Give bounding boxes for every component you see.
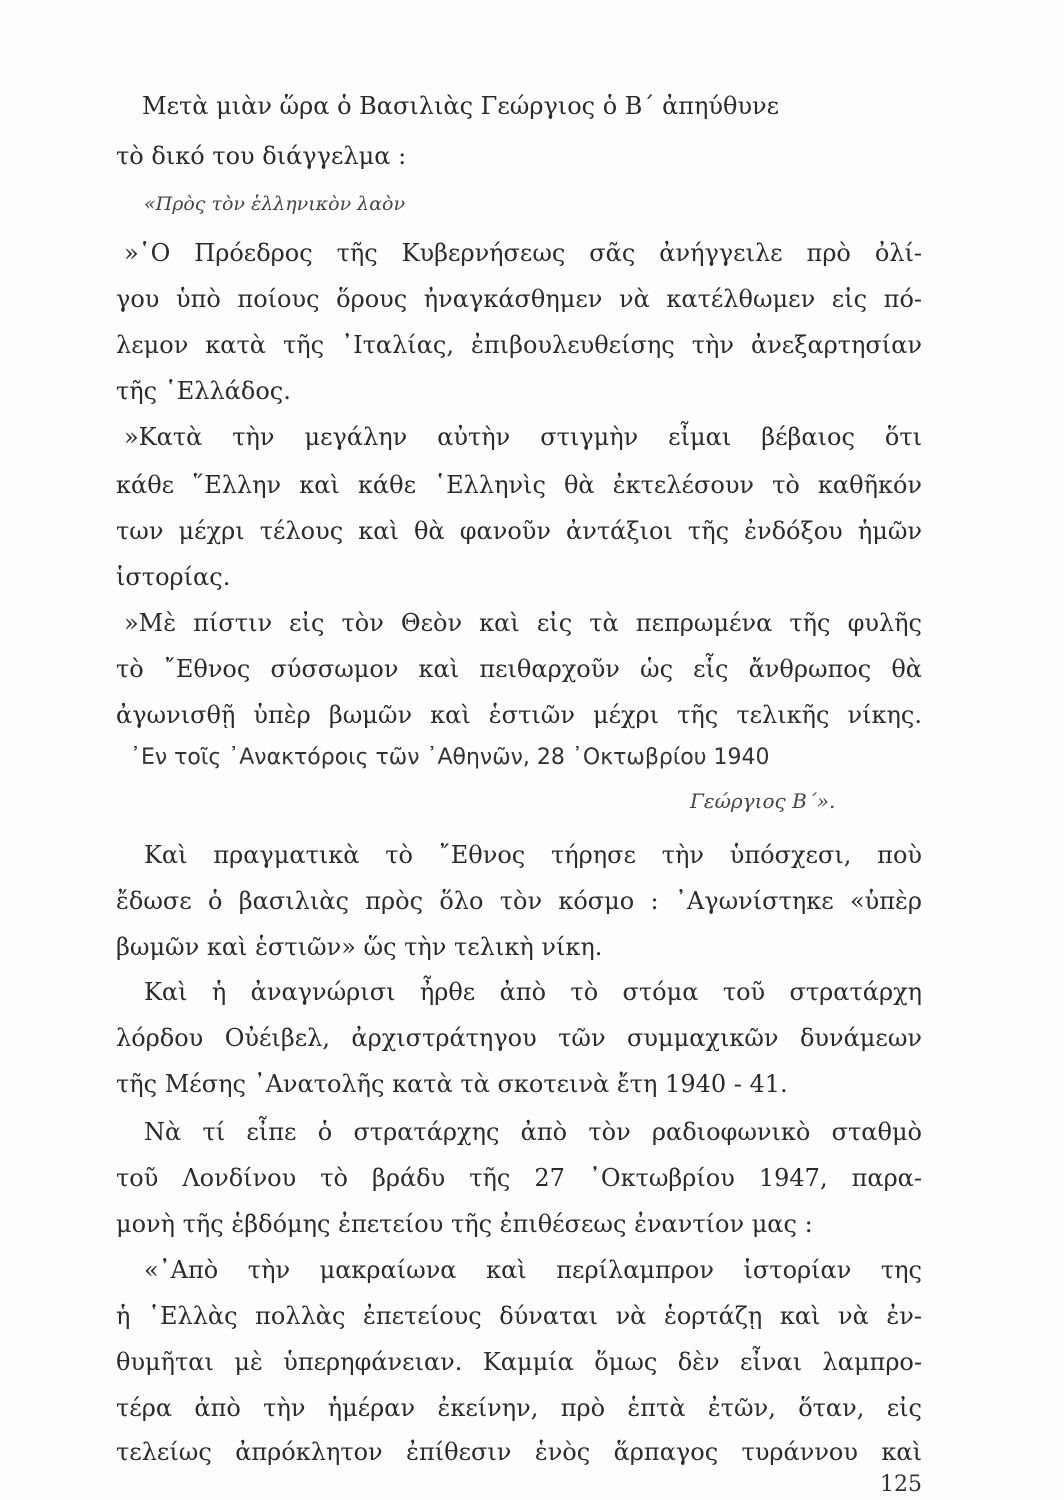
- text-line: Καὶ ἡ ἀναγνώρισι ἦρθε ἀπὸ τὸ στόμα τοῦ στρατάρχη: [144, 978, 922, 1006]
- text-line: τὸ ῎Εθνος σύσσωμον καὶ πειθαρχοῦν ὡς εἷς ἄνθρωπος θὰ: [116, 655, 922, 683]
- text-line: Μετὰ μιὰν ὥρα ὁ Βασιλιὰς Γεώργιος ὁ Β΄ ἀπηύθυνε: [142, 92, 780, 120]
- text-line: ἀγωνισθῇ ὑπὲρ βωμῶν καὶ ἑστιῶν μέχρι τῆς τελικῆς νίκης.: [116, 701, 922, 729]
- text-line: θυμῆται μὲ ὑπερηφάνειαν. Καμμία ὅμως δὲν εἶναι λαμπρο-: [116, 1348, 922, 1376]
- text-line: τῆς Μέσης ᾿Ανατολῆς κατὰ τὰ σκοτεινὰ ἔτη 1940 - 41.: [116, 1070, 788, 1098]
- text-line: τοῦ Λονδίνου τὸ βράδυ τῆς 27 ᾿Οκτωβρίου 1947, παρα-: [116, 1164, 922, 1192]
- proclamation-heading: «Πρὸς τὸν ἑλληνικὸν λαὸν: [144, 193, 406, 215]
- text-line: των μέχρι τέλους καὶ θὰ φανοῦν ἀντάξιοι τῆς ἐνδόξου ἡμῶν: [116, 517, 922, 545]
- text-line: λεμον κατὰ τῆς ᾿Ιταλίας, ἐπιβουλευθείσης τὴν ἀνεξαρτησίαν: [116, 331, 922, 359]
- text-line: κάθε ῞Ελλην καὶ κάθε ῾Ελληνὶς θὰ ἐκτελέσουν τὸ καθῆκόν: [116, 471, 922, 499]
- text-line: λόρδου Οὐέιβελ, ἀρχιστράτηγου τῶν συμμαχικῶν δυνάμεων: [116, 1024, 922, 1052]
- text-line: βωμῶν καὶ ἑστιῶν» ὥς τὴν τελικὴ νίκη.: [116, 933, 603, 961]
- text-line: ἡ ῾Ελλὰς πολλὰς ἐπετείους δύναται νὰ ἑορτάζῃ καὶ νὰ ἐν-: [116, 1302, 922, 1330]
- text-line: »Μὲ πίστιν εἰς τὸν Θεὸν καὶ εἰς τὰ πεπρωμένα τῆς φυλῆς: [124, 609, 922, 637]
- proclamation-date: ᾿Εν τοῖς ᾿Ανακτόροις τῶν ᾿Αθηνῶν, 28 ᾿Οκτωβρίου 1940: [130, 745, 770, 770]
- text-line: γου ὑπὸ ποίους ὅρους ἠναγκάσθημεν νὰ κατέλθωμεν εἰς πό-: [116, 285, 922, 313]
- text-line: τέρα ἀπὸ τὴν ἡμέραν ἐκείνην, πρὸ ἑπτὰ ἐτῶν, ὅταν, εἰς: [116, 1394, 922, 1422]
- text-line: Καὶ πραγματικὰ τὸ ῎Εθνος τήρησε τὴν ὑπόσχεσι, ποὺ: [144, 841, 922, 869]
- text-line: «᾿Απὸ τὴν μακραίωνα καὶ περίλαμπρον ἱστορίαν της: [144, 1256, 922, 1284]
- text-line: μονὴ τῆς ἑβδόμης ἐπετείου τῆς ἐπιθέσεως ἐναντίον μας :: [116, 1210, 813, 1238]
- proclamation-signature: Γεώργιος Β΄».: [690, 789, 836, 813]
- text-line: Νὰ τί εἶπε ὁ στρατάρχης ἀπὸ τὸν ραδιοφωνικὸ σταθμὸ: [144, 1118, 922, 1146]
- text-line: τῆς ῾Ελλάδος.: [116, 377, 291, 405]
- text-line: ἔδωσε ὁ βασιλιὰς πρὸς ὅλο τὸν κόσμο : ᾿Αγωνίστηκε «ὑπὲρ: [116, 887, 922, 915]
- text-line: τὸ δικό του διάγγελμα :: [116, 142, 407, 170]
- text-line: »῾Ο Πρόεδρος τῆς Κυβερνήσεως σᾶς ἀνήγγειλε πρὸ ὀλί-: [124, 239, 922, 267]
- text-line: τελείως ἀπρόκλητον ἐπίθεσιν ἑνὸς ἅρπαγος τυράννου καὶ: [116, 1438, 922, 1466]
- text-line: »Κατὰ τὴν μεγάλην αὐτὴν στιγμὴν εἶμαι βέβαιος ὅτι: [124, 423, 922, 451]
- page-number: 125: [880, 1472, 922, 1497]
- text-line: ἱστορίας.: [116, 563, 231, 591]
